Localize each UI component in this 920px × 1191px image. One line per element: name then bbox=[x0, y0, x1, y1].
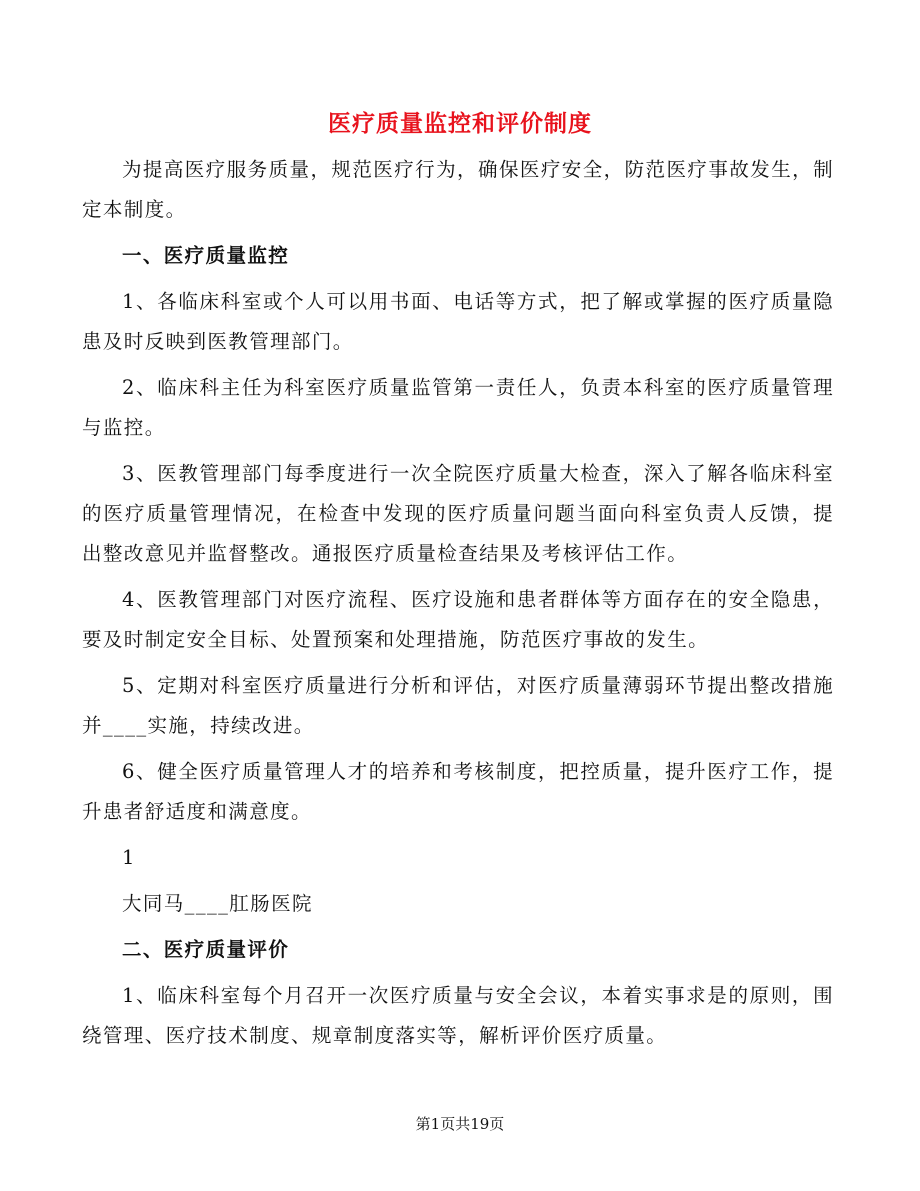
section-heading-monitoring: 一、医疗质量监控 bbox=[121, 244, 290, 267]
evaluation-item-1: 1、临床科室每个月召开一次医疗质量与安全会议，本着实事求是的原则，围绕管理、医疗技术制度、规章制度落实等，解析评价医疗质量。 bbox=[82, 984, 834, 1047]
intro-paragraph: 为提高医疗服务质量，规范医疗行为，确保医疗安全，防范医疗事故发生，制定本制度。 bbox=[82, 158, 834, 221]
monitoring-item-4: 4、医教管理部门对医疗流程、医疗设施和患者群体等方面存在的安全隐患，要及时制定安全目标、处置预案和处理措施，防范医疗事故的发生。 bbox=[82, 588, 834, 651]
inline-page-marker: 1 bbox=[121, 846, 136, 869]
monitoring-item-3: 3、医教管理部门每季度进行一次全院医疗质量大检查，深入了解各临床科室的医疗质量管理情况，在检查中发现的医疗质量问题当面向科室负责人反馈，提出整改意见并监督整改。通报医疗质量检查结果及考核评估工作。 bbox=[82, 462, 834, 565]
document-body bbox=[82, 150, 834, 1062]
document-title: 医疗质量监控和评价制度 bbox=[328, 110, 592, 137]
monitoring-item-2: 2、临床科主任为科室医疗质量监管第一责任人，负责本科室的医疗质量管理与监控。 bbox=[82, 376, 834, 439]
hospital-name-line: 大同马____肛肠医院 bbox=[121, 892, 313, 915]
section-heading-evaluation: 二、医疗质量评价 bbox=[121, 938, 290, 961]
monitoring-item-5: 5、定期对科室医疗质量进行分析和评估，对医疗质量薄弱环节提出整改措施并____实施，持续改进。 bbox=[82, 674, 834, 737]
page-number-footer: 第1页共19页 bbox=[415, 1115, 505, 1133]
monitoring-item-1: 1、各临床科室或个人可以用书面、电话等方式，把了解或掌握的医疗质量隐患及时反映到医教管理部门。 bbox=[82, 290, 834, 353]
monitoring-item-6: 6、健全医疗质量管理人才的培养和考核制度，把控质量，提升医疗工作，提升患者舒适度和满意度。 bbox=[82, 760, 834, 823]
